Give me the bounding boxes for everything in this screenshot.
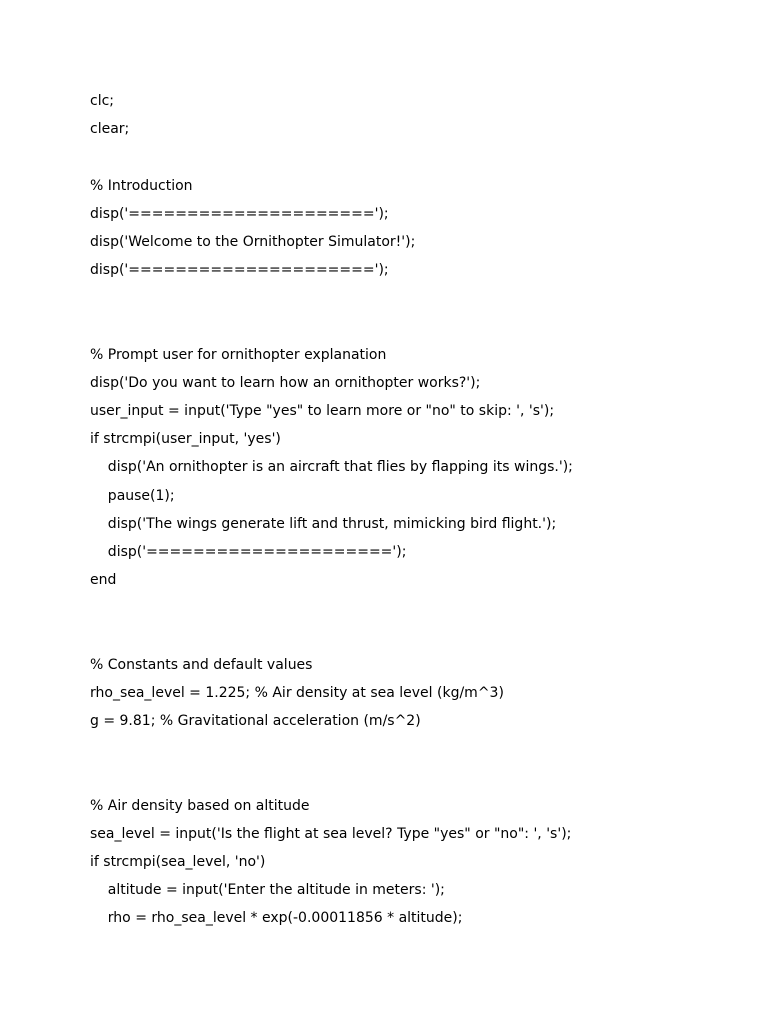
code-line: altitude = input('Enter the altitude in meters: '); [90, 882, 445, 899]
code-line: disp('Do you want to learn how an ornithopter works?'); [90, 374, 481, 391]
code-line [90, 737, 750, 765]
code-line [90, 286, 750, 314]
code-listing [90, 89, 750, 935]
code-line: disp('The wings generate lift and thrust, mimicking bird flight.'); [90, 515, 557, 532]
code-line: disp('Welcome to the Ornithopter Simulator!'); [90, 233, 416, 250]
code-line [90, 596, 750, 624]
code-comment: % Introduction [90, 177, 193, 194]
code-line [90, 315, 750, 343]
code-line: g = 9.81; % Gravitational acceleration (m/s^2) [90, 713, 421, 730]
code-line: disp('====================='); [90, 205, 389, 222]
code-line: user_input = input('Type "yes" to learn more or "no" to skip: ', 's'); [90, 403, 555, 420]
code-line [90, 145, 750, 173]
code-comment: % Prompt user for ornithopter explanation [90, 346, 387, 363]
code-comment: % Air density based on altitude [90, 797, 310, 814]
code-line: disp('====================='); [90, 544, 407, 560]
code-line: disp('====================='); [90, 262, 389, 279]
code-line: clc; [90, 93, 115, 109]
code-line: if strcmpi(user_input, 'yes') [90, 431, 281, 448]
code-line [90, 625, 750, 653]
code-line: rho_sea_level = 1.225; % Air density at sea level (kg/m^3) [90, 684, 504, 701]
code-line: end [90, 572, 117, 589]
code-line: rho = rho_sea_level * exp(-0.00011856 * altitude); [90, 910, 463, 927]
code-line: sea_level = input('Is the flight at sea level? Type "yes" or "no": ', 's'); [90, 825, 572, 842]
code-line: disp('An ornithopter is an aircraft that flies by flapping its wings.'); [90, 459, 573, 476]
code-line: pause(1); [90, 487, 175, 504]
code-line: if strcmpi(sea_level, 'no') [90, 854, 266, 871]
code-line [90, 766, 750, 794]
code-comment: % Constants and default values [90, 656, 313, 673]
code-line: clear; [90, 121, 130, 138]
